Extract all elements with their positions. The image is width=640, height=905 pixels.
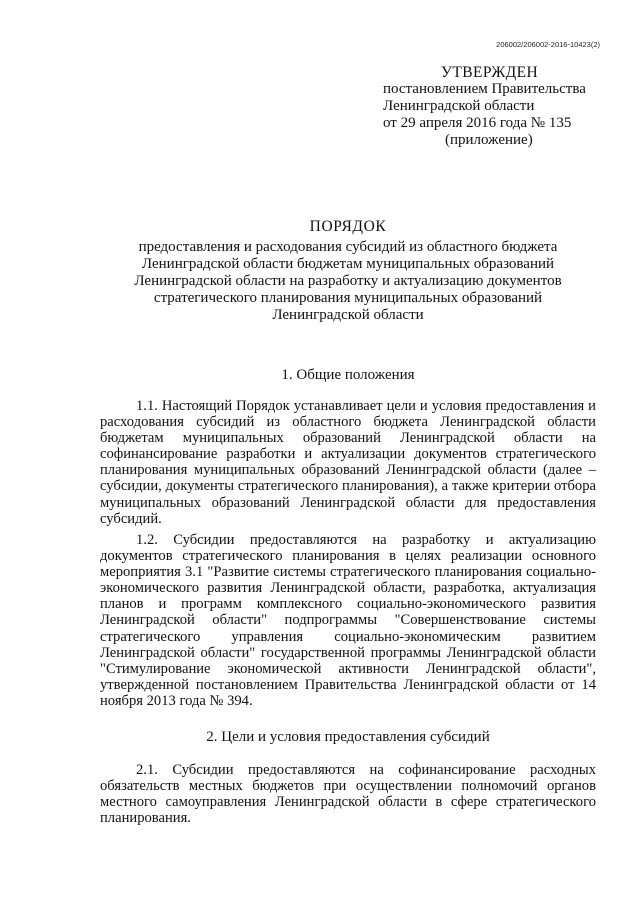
title-line-3: Ленинградской области на разработку и актуализацию документов xyxy=(134,273,562,289)
title-line-4: стратегического планирования муниципальных образований xyxy=(153,290,543,306)
paragraph-2-1: 2.1. Субсидии предоставляются на софинансирование расходных обязательств местных бюджетов при осуществлении полномочий органов местного самоуправления Ленинградской области в сфере стратегического планирования. xyxy=(100,762,596,827)
title-main: ПОРЯДОК xyxy=(309,218,387,235)
paragraph-1-1: 1.1. Настоящий Порядок устанавливает цели и условия предоставления и расходования субсидий из областного бюджета Ленинградской области бюджетам муниципальных образований Ленинградской области на софинансирование разработки и актуализации документов стратегического планирования муниципальных образований Ленинградской области (далее – субсидии, документы стратегического планирования), а также критерии отбора муниципальных образований Ленинградской области для предоставления субсидий. xyxy=(100,398,596,527)
approval-line-1: постановлением Правительства xyxy=(383,81,586,97)
document-id: 206002/206002-2016-10423(2) xyxy=(496,40,600,49)
approval-line-3: от 29 апреля 2016 года № 135 xyxy=(383,115,572,131)
paragraph-1-2: 1.2. Субсидии предоставляются на разработку и актуализацию документов стратегического планирования в целях реализации основного мероприятия 3.1 "Развитие системы стратегического планирования социально-экономического развития Ленинградской области, разработка, актуализация планов и программ комплексного социально-экономического развития Ленинградской области" подпрограммы "Совершенствование системы стратегического управления социально-экономическим развитием Ленинградской области" государственной программы Ленинградской области "Стимулирование экономической активности Ленинградской области", утвержденной постановлением Правительства Ленинградской области от 14 ноября 2013 года № 394. xyxy=(100,532,596,709)
title-line-5: Ленинградской области xyxy=(272,307,424,323)
approval-stamp xyxy=(383,64,623,149)
section-2-heading: 2. Цели и условия предоставления субсидий xyxy=(206,729,490,745)
approval-annex: (приложение) xyxy=(445,132,533,148)
title-line-1: предоставления и расходования субсидий из областного бюджета xyxy=(138,239,558,255)
approval-line-2: Ленинградской области xyxy=(383,98,535,114)
title-line-2: Ленинградской области бюджетам муниципальных образований xyxy=(141,256,555,272)
document-title xyxy=(100,218,596,324)
section-1-heading: 1. Общие положения xyxy=(281,367,415,383)
approval-heading: УТВЕРЖДЕН xyxy=(441,64,539,81)
